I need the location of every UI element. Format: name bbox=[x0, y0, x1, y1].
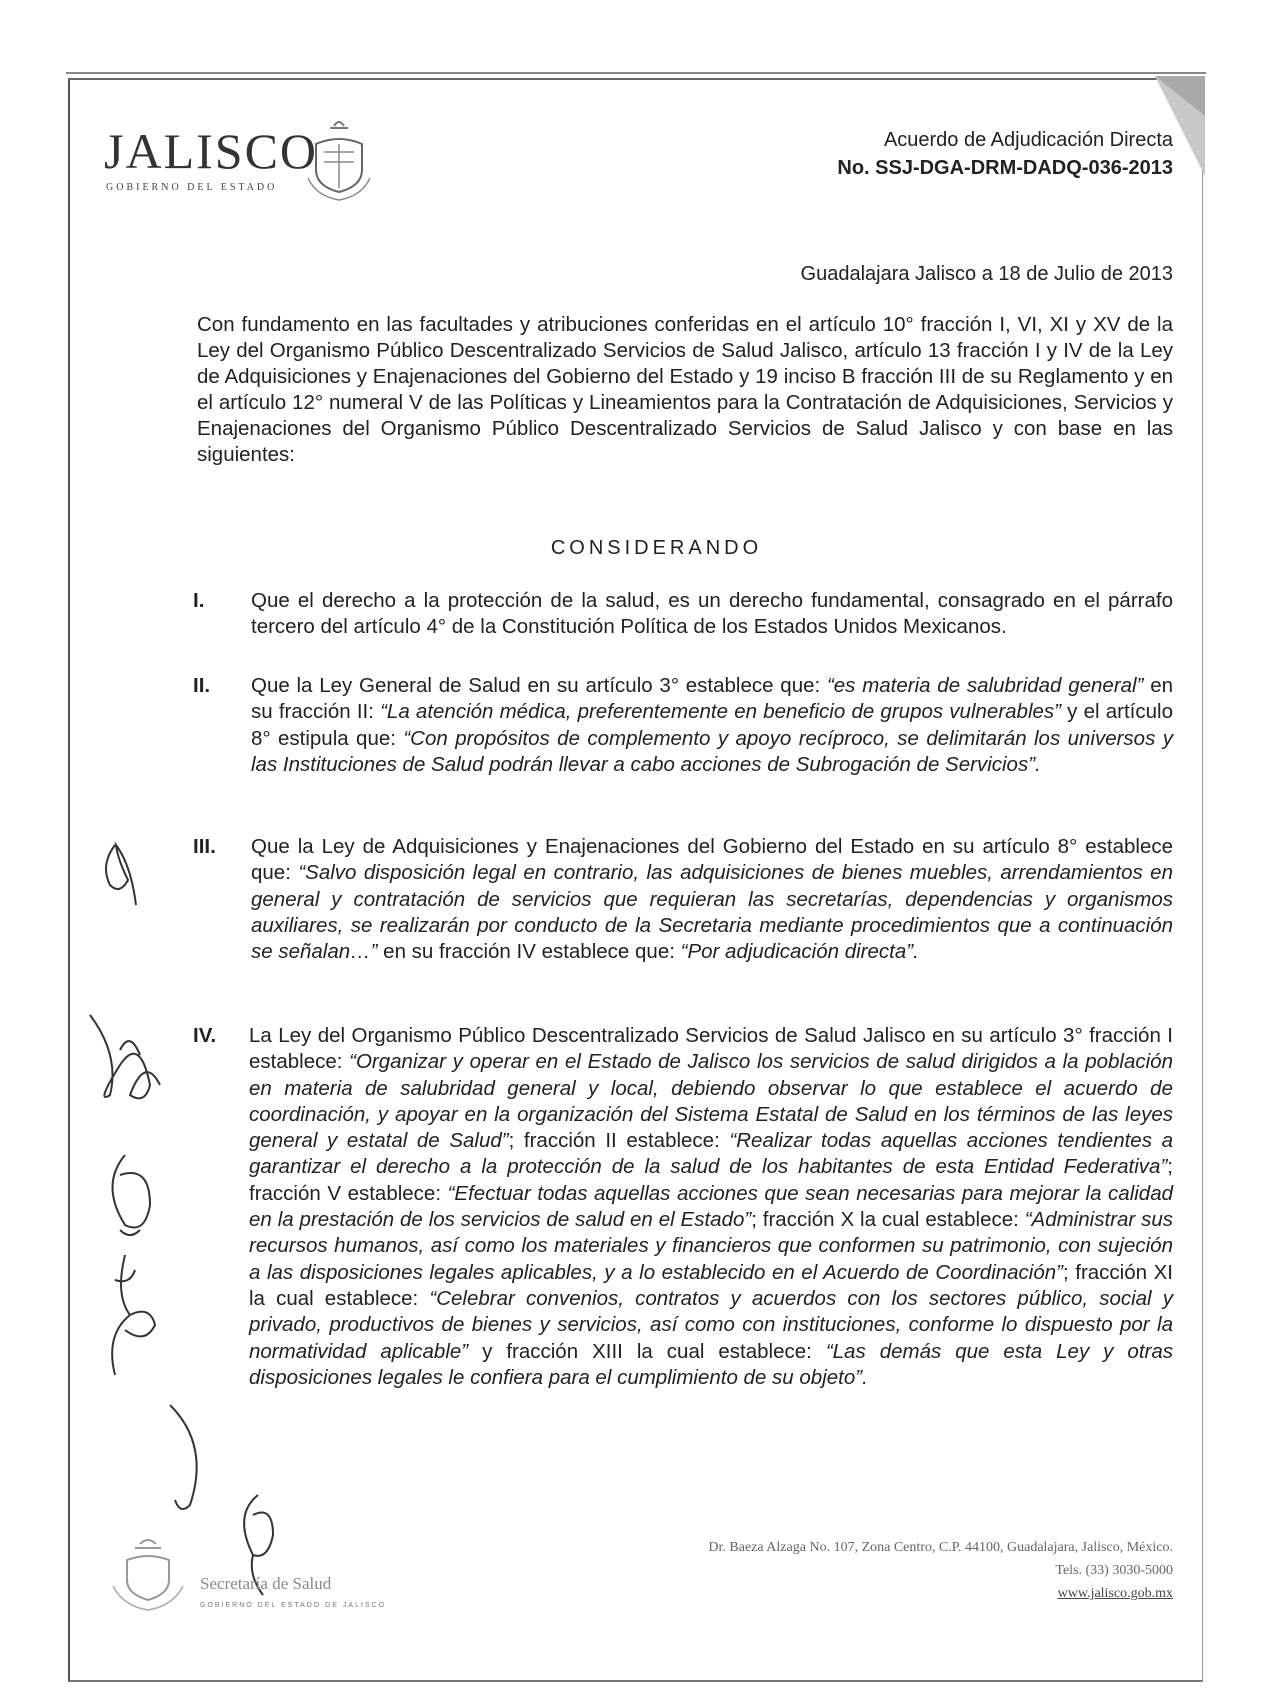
item-plain-text: ; fracción V establece: bbox=[249, 1155, 1173, 1205]
item-quote: “Con propósitos de complemento y apoyo recíproco, se delimitarán los universos y las Instituciones de Salud podrán llevar a cabo acciones de Subrogación de Servicios”. bbox=[251, 726, 1173, 776]
footer-contact bbox=[708, 1536, 1173, 1605]
item-quote: “Salvo disposición legal en contrario, las adquisiciones de bienes muebles, arrendamientos en general y contratación de servicios que requieran las secretarías, dependencias y organismos auxiliares, se realizarán por conducto de la Secretaria mediante procedimientos que a continuación se señalan…” bbox=[251, 861, 1173, 964]
intro-paragraph: Con fundamento en las facultades y atribuciones conferidas en el artículo 10° fracción I, VI, XI y XV de la Ley del Organismo Público Descentralizado Servicios de Salud Jalisco, artículo 13 fracción I y IV de la Ley de Adquisiciones y Enajenaciones del Gobierno del Estado y 19 inciso B fracción III de su Reglamento y en el artículo 12° numeral V de las Políticas y Lineamientos para la Contratación de Adquisiciones, Servicios y Enajenaciones del Organismo Público Descentralizado Servicios de Salud Jalisco y con base en las siguientes: bbox=[197, 313, 1173, 466]
item-quote: “es materia de salubridad general” bbox=[826, 674, 1144, 697]
title-line-1: Acuerdo de Adjudicación Directa bbox=[883, 129, 1173, 151]
item-plain-text: ; fracción II establece: bbox=[508, 1129, 730, 1153]
item-plain-text: La Ley del Organismo Público Descentralizado Servicios de Salud Jalisco en su artículo 3° fracción I establece: bbox=[249, 1024, 1173, 1074]
item-text bbox=[251, 673, 1173, 778]
footer-brand-name: Secretaría de Salud bbox=[200, 1574, 332, 1593]
document-title bbox=[837, 126, 1173, 182]
item-plain-text: ; fracción XI la cual establece: bbox=[249, 1260, 1173, 1310]
footer-address: Dr. Baeza Alzaga No. 107, Zona Centro, C.P. 44100, Guadalajara, Jalisco, México. bbox=[708, 1540, 1173, 1555]
item-plain-text: ; fracción X la cual establece: bbox=[751, 1208, 1025, 1232]
top-rule bbox=[66, 72, 1206, 74]
considerando-item-1 bbox=[193, 588, 1173, 641]
item-plain-text: y fracción XIII la cual establece: bbox=[468, 1339, 826, 1363]
item-quote: “Por adjudicación directa”. bbox=[680, 940, 919, 964]
item-plain-text: en su fracción II: bbox=[251, 674, 1173, 724]
footer-brand bbox=[200, 1574, 400, 1609]
item-text bbox=[251, 588, 1173, 641]
footer-brand-subtitle: GOBIERNO DEL ESTADO DE JALISCO bbox=[200, 1602, 387, 1609]
footer-website-link[interactable]: www.jalisco.gob.mx bbox=[1057, 1586, 1173, 1601]
logo-subtitle: GOBIERNO DEL ESTADO bbox=[106, 182, 278, 193]
item-quote: “La atención médica, preferentemente en beneficio de grupos vulnerables” bbox=[380, 700, 1061, 724]
margin-initial-1 bbox=[95, 840, 145, 925]
section-heading: CONSIDERANDO bbox=[550, 537, 763, 559]
item-text bbox=[249, 1023, 1173, 1391]
item-quote: “Organizar y operar en el Estado de Jalisco los servicios de salud dirigidos a la población en materia de salubridad general y local, debiendo observar lo que establece el acuerdo de coordinación, y apoyar en la organización del Sistema Estatal de Salud en los términos de las leyes general y estatal de Salud” bbox=[249, 1050, 1173, 1153]
item-text bbox=[251, 834, 1173, 965]
state-seal-icon bbox=[304, 116, 374, 206]
footer-seal-icon bbox=[105, 1536, 195, 1616]
item-number: IV. bbox=[193, 1024, 217, 1047]
document-date: Guadalajara Jalisco a 18 de Julio de 2013 bbox=[800, 263, 1173, 285]
logo-wordmark: JALISCO bbox=[104, 123, 319, 179]
jalisco-logo bbox=[104, 116, 374, 206]
item-number: III. bbox=[193, 835, 216, 858]
item-quote: “Efectuar todas aquellas acciones que sean necesarias para mejorar la calidad en la prestación de los servicios de salud en el Estado” bbox=[249, 1181, 1174, 1232]
item-plain-text: y el artículo 8° estipula que: bbox=[251, 700, 1173, 750]
considerando-item-2 bbox=[193, 673, 1173, 778]
item-number: I. bbox=[193, 589, 205, 612]
item-plain-text: en su fracción IV establece que: bbox=[377, 940, 681, 964]
margin-signature-1 bbox=[80, 1010, 170, 1125]
item-plain-text: Que el derecho a la protección de la salud, es un derecho fundamental, consagrado en el párrafo tercero del artículo 4° de la Constitución Política de los Estados Unidos Mexicanos. bbox=[251, 589, 1173, 639]
item-number: II. bbox=[193, 674, 211, 697]
item-quote: “Realizar todas aquellas acciones tendientes a garantizar el derecho a la protección de la salud de los habitantes de esta Entidad Federativa” bbox=[249, 1129, 1173, 1179]
considerando-item-4 bbox=[193, 1023, 1173, 1391]
document-number: No. SSJ-DGA-DRM-DADQ-036-2013 bbox=[837, 157, 1173, 179]
item-quote: “Celebrar convenios, contratos y acuerdos con los sectores público, social y privado, productivos de bienes y servicios, así como con instituciones, conforme lo dispuesto por la normatividad aplicable” bbox=[249, 1286, 1173, 1363]
considerando-item-3 bbox=[193, 834, 1173, 965]
item-quote: “Las demás que esta Ley y otras disposiciones legales le confiera para el cumplimiento de su objeto”. bbox=[249, 1339, 1173, 1389]
margin-signature-4 bbox=[160, 1400, 210, 1525]
footer-phone: Tels. (33) 3030-5000 bbox=[1055, 1563, 1173, 1578]
margin-signature-2 bbox=[100, 1150, 160, 1255]
item-plain-text: Que la Ley General de Salud en su artículo 3° establece que: bbox=[251, 674, 827, 697]
margin-signature-3 bbox=[95, 1250, 165, 1385]
item-plain-text: Que la Ley de Adquisiciones y Enajenaciones del Gobierno del Estado en su artículo 8° establece que: bbox=[251, 835, 1173, 885]
item-quote: “Administrar sus recursos humanos, así como los materiales y financieros que conformen su patrimonio, con sujeción a las disposiciones legales aplicables, y a lo establecido en el Acuerdo de Coordinación” bbox=[249, 1208, 1173, 1284]
